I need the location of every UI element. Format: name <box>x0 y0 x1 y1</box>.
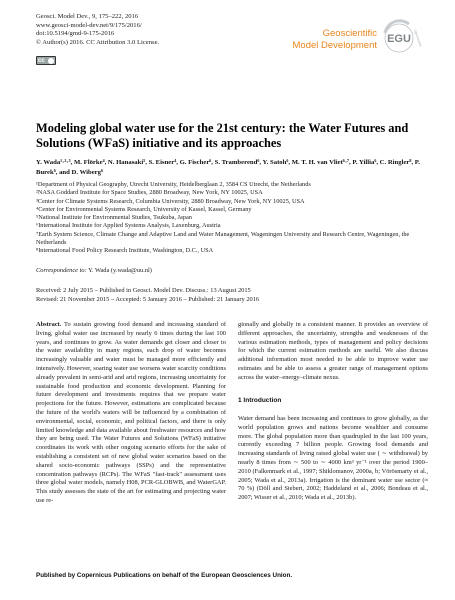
publisher-footer: Published by Copernicus Publications on behalf of the European Geosciences Union. <box>36 572 293 579</box>
citation-line: Geosci. Model Dev., 9, 175–222, 2016 <box>36 13 139 20</box>
correspondence <box>36 267 152 274</box>
publication-dates <box>36 287 259 304</box>
introduction-text: Water demand has been increasing and continues to grow globally, as the world population grows and nations become wealthier and consume more. The global population more than quadrupled in the last 100 years, currently exceeding 7 billion people. Growing food demands and increasing standards of living raised global water use ( ∼ withdrawal) by nearly 8 times from ∼ 500 to ∼ 4000 km³ yr⁻¹ over the period 1900–2010 (Falkenmark et al., 1997; Shiklomanov, 2000a, b; Vörösmarty et al., 2005; Wada et al., 2013a). Irrigation is the dominant water use sector (≈ 70 %) (Döll and Siebert, 2002; Haddeland et al., 2006; Bondeau et al., 2007; Wisser et al., 2010; Wada et al., 2013b). <box>238 415 428 502</box>
abstract-label: Abstract. <box>36 321 62 328</box>
affiliation-item: ⁴Center for Environmental Systems Research, University of Kassel, Kassel, Germany <box>36 205 252 213</box>
section-heading: 1 Introduction <box>238 397 282 404</box>
open-access-label: Open Access <box>413 28 423 47</box>
article-title: Modeling global water use for the 21st century: the Water Futures and Solutions (WFaS) initiative and its approaches <box>36 121 409 150</box>
author-list: Y. Wada¹·²·³, M. Flörke⁴, N. Hanasaki⁵, S. Eisner⁴, G. Fischer⁶, S. Tramberend⁶, Y. Satoh⁶, M. T. H. van Vliet⁶·⁷, P. Yillia⁶, C. Ringler⁸, P. Burek⁶, and D. Wiberg⁶ <box>36 159 420 176</box>
by-person-icon <box>48 58 54 64</box>
affiliation-item: ⁶International Institute for Applied Systems Analysis, Laxenburg, Austria <box>36 222 221 230</box>
citation-line: doi:10.5194/gmd-9-175-2016 <box>36 30 115 38</box>
citation-line: www.geosci-model-dev.net/9/175/2016/ <box>36 21 142 29</box>
affiliation-item: ⁸International Food Policy Research Institute, Washington, D.C., USA <box>36 247 214 255</box>
dates-line: Received: 2 July 2015 – Published in Geosci. Model Dev. Discuss.: 13 August 2015 <box>36 287 251 294</box>
abstract-continuation: gionally and globally in a consistent manner. It provides an overview of different approaches, the uncertainty, strengths and weaknesses of the various estimation methods, types of management and policy decisions for which the current estimation methods are useful. We also discuss additional information most needed to be able to improve water use estimates and be able to assess a greater range of management options across the water–energy–climate nexus. <box>238 321 428 381</box>
cc-label: cc <box>38 58 45 64</box>
affiliation-item: ²NASA Goddard Institute for Space Studies, 2880 Broadway, New York, NY 10025, USA <box>36 189 263 197</box>
affiliation-item: ⁷Earth System Science, Climate Change and Adaptive Land and Water Management, Wageningen University and Research Centre, Wageningen, the Netherlands <box>36 230 410 247</box>
affiliation-item: ¹Department of Physical Geography, Utrecht University, Heidelberglaan 2, 3584 CS Utrecht, the Netherlands <box>36 181 311 188</box>
affiliations <box>36 181 426 256</box>
cc-license-icon <box>36 56 56 65</box>
affiliation-item: ³Center for Climate Systems Research, Columbia University, 2880 Broadway, New York, NY 10025, USA <box>36 197 305 205</box>
journal-name-line2: Model Development <box>292 39 377 51</box>
journal-name-line1: Geoscientific <box>322 28 377 39</box>
journal-name <box>293 28 378 51</box>
citation-block <box>36 13 159 47</box>
affiliation-item: ⁵National Institute for Environmental Studies, Tsukuba, Japan <box>36 214 192 222</box>
correspondence-email[interactable]: Y. Wada (y.wada@uu.nl) <box>88 267 152 274</box>
citation-line: © Author(s) 2016. CC Attribution 3.0 License. <box>36 38 160 46</box>
abstract-column <box>36 321 226 506</box>
abstract-text: To sustain growing food demand and increasing standard of living, global water use increased by nearly 6 times during the last 100 years, and continues to grow. As water demands get closer and closer to the water availability in many regions, each drop of water becomes increasingly valuable and water must be managed more efficiently and intensively. However, soaring water use worsens water scarcity conditions already prevalent in semi-arid and arid regions, increasing uncertainty for sustainable food production and economic development. Planning for future development and investments requires that we prepare water projections for the future. However, estimations are complicated because the future of the world's waters will be influenced by a combination of environmental, social, economic, and political factors, and there is only limited knowledge and data available about freshwater resources and how they are being used. The Water Futures and Solutions (WFaS) initiative coordinates its work with other ongoing scenario efforts for the sake of establishing a consistent set of new global water scenarios based on the shared socio-economic pathways (SSPs) and the representative concentration pathways (RCPs). The WFaS "fast-track" assessment uses three global water models, namely H08, PCR-GLOBWB, and WaterGAP. This study assesses the state of the art for estimating and projecting water use re- <box>36 321 226 504</box>
correspondence-label: Correspondence to: <box>36 267 87 274</box>
egu-arc <box>385 21 409 33</box>
dates-line: Revised: 21 November 2015 – Accepted: 5 January 2016 – Published: 21 January 2016 <box>36 295 260 303</box>
egu-logo-icon <box>379 18 423 58</box>
egu-letters: EGU <box>387 33 411 45</box>
